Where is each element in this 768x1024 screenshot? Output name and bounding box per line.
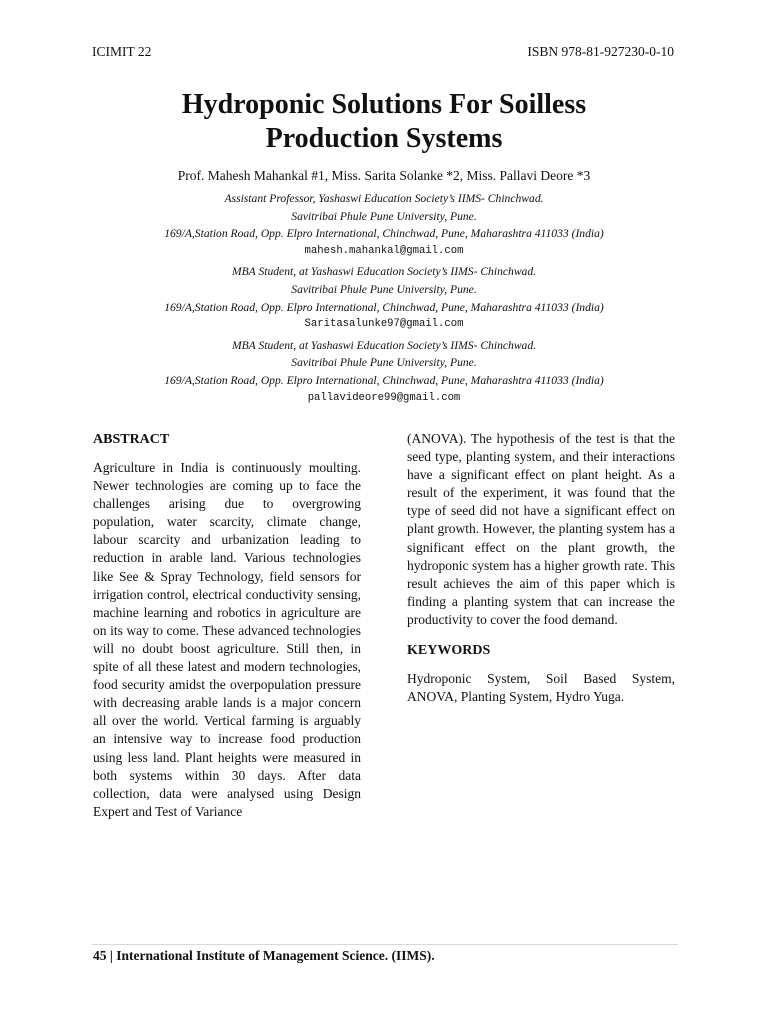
abstract-text-part-1: Agriculture in India is continuously moulting. Newer technologies are coming up to face the challenges arising due to overgrowing population, water scarcity, climate change, labour scarcity and urbanization leading to reduction in arable land. Various technologies like See & Spray Technology, field sensors for irrigation control, electrical conductivity sensing, machine learning and robotics in agriculture are on its way to come. These advanced technologies will no doubt boost agriculture. Still then, in spite of all these latest and modern technologies, food security amidst the overpopulation pressure with decreasing arable lands is a major concern all over the world. Vertical farming is arguably an intensive way to increase food production using less land. Plant heights were measured in both systems within 30 days. After data collection, data were analysed using Design Expert and Test of Variance [93,460,361,819]
affiliation-university: Savitribai Phule Pune University, Pune. [291,282,477,296]
author-email: pallavideore99@gmail.com [307,391,461,404]
paper-title-line-2: Production Systems [265,123,503,154]
affiliation-role: MBA Student, at Yashaswi Education Society’s IIMS- Chinchwad. [231,265,537,279]
paper-title-line-1: Hydroponic Solutions For Soilless [181,89,587,120]
affiliation-2 [0,263,768,333]
author-email: Saritasalunke97@gmail.com [304,318,464,331]
affiliations [0,190,768,410]
running-header-isbn: ISBN 978-81-927230-0-10 [527,44,674,59]
abstract-heading: ABSTRACT [93,432,170,447]
paper-title [0,88,768,156]
abstract-text-part-2: (ANOVA). The hypothesis of the test is that the seed type, planting system, and their interactions have a significant effect on plant height. As a result of the experiment, it was found that the type of seed did not have a significant effect on plant growth. However, the planting system has a significant effect on the plant growth, the hydroponic system has a higher growth rate. This result achieves the aim of this paper which is finding a planting system that can increase the productivity to cover the food demand. [407,431,675,627]
affiliation-3 [0,337,768,407]
affiliation-university: Savitribai Phule Pune University, Pune. [291,209,477,223]
affiliation-role: Assistant Professor, Yashaswi Education Society’s IIMS- Chinchwad. [224,192,544,205]
page-footer: 45 | International Institute of Management Science. (IIMS). [93,948,435,963]
affiliation-address: 169/A,Station Road, Opp. Elpro International, Chinchwad, Pune, Maharashtra 411033 (India) [164,373,604,387]
left-column [93,430,361,821]
keywords-text: Hydroponic System, Soil Based System, ANOVA, Planting System, Hydro Yuga. [407,671,675,705]
affiliation-1 [0,190,768,260]
affiliation-address: 169/A,Station Road, Opp. Elpro International, Chinchwad, Pune, Maharashtra 411033 (India) [164,227,604,241]
author-email: mahesh.mahankal@gmail.com [304,244,464,257]
affiliation-role: MBA Student, at Yashaswi Education Society’s IIMS- Chinchwad. [231,338,537,352]
affiliation-university: Savitribai Phule Pune University, Pune. [291,356,477,370]
affiliation-address: 169/A,Station Road, Opp. Elpro International, Chinchwad, Pune, Maharashtra 411033 (India) [164,300,604,314]
running-header-conference: ICIMIT 22 [92,44,152,59]
footer-divider [92,944,678,945]
author-list: Prof. Mahesh Mahankal #1, Miss. Sarita Solanke *2, Miss. Pallavi Deore *3 [177,168,591,183]
keywords-heading: KEYWORDS [407,643,491,659]
right-column [407,430,675,706]
